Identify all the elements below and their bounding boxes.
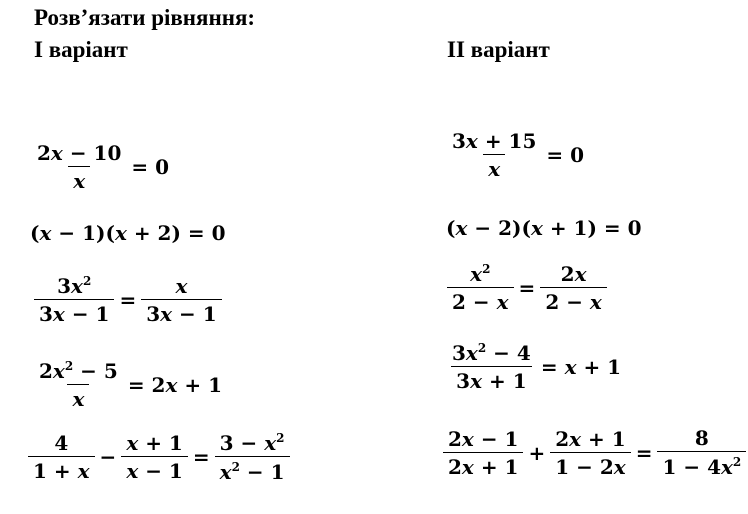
denominator: 2x + 1 [443, 452, 523, 477]
denominator: 3x − 1 [34, 299, 114, 324]
variant-2-label: ІІ варіант [447, 37, 550, 62]
v1-equation-2: (x − 1)(x + 2) = 0 [30, 221, 226, 245]
v1-equation-3 [32, 275, 224, 324]
v1-equation-5 [26, 432, 292, 482]
v2-equation-1 [445, 131, 587, 179]
fraction [447, 131, 541, 179]
page-title: Розв’язати рівняння: [34, 5, 256, 30]
numerator: 3x + 15 [452, 129, 537, 153]
fraction [443, 426, 523, 479]
denominator: 2 − x [447, 287, 514, 312]
numerator: 4 [54, 431, 69, 455]
numerator: 8 [694, 426, 709, 450]
v2-equation-3 [445, 263, 609, 312]
numerator: 2x + 1 [555, 426, 626, 451]
v1-equation-4 [32, 360, 225, 409]
fraction [28, 433, 95, 481]
equals-sign: = [192, 445, 210, 469]
fraction [540, 261, 607, 314]
numerator: 2x − 10 [37, 141, 122, 165]
fraction [215, 432, 290, 482]
numerator: x [175, 273, 188, 298]
fraction [550, 426, 630, 479]
denominator: 3x − 1 [141, 299, 221, 324]
numerator: $3x^2 - 4$ [452, 341, 531, 365]
numerator: $3x^2$ [57, 274, 92, 298]
variant-1-label: І варіант [34, 37, 128, 62]
numerator: 2x [560, 261, 587, 286]
v1-equation-1 [30, 143, 172, 191]
denominator: 2 − x [540, 287, 607, 312]
denominator: x [68, 166, 90, 191]
v2-equation-5 [441, 428, 748, 477]
fraction [32, 143, 126, 191]
numerator: $3 - x^2$ [219, 431, 285, 455]
plus-sign: + [528, 440, 546, 465]
equals-sign: = [635, 440, 653, 465]
v2-equation-2: (x − 2)(x + 1) = 0 [446, 216, 642, 240]
numerator: $2x^2 - 5$ [39, 359, 118, 383]
denominator: 3x + 1 [451, 366, 531, 391]
numerator: $x^2$ [470, 262, 491, 286]
denominator: x [483, 154, 505, 179]
minus-sign: − [99, 445, 117, 469]
fraction [34, 275, 114, 324]
v2-equation-4 [445, 342, 624, 391]
rhs: = 2x + 1 [127, 372, 223, 397]
denominator: x − 1 [121, 456, 188, 481]
denominator: 1 + x [28, 456, 95, 481]
rhs: = 0 [131, 155, 170, 179]
numerator: 2x − 1 [448, 426, 519, 451]
fraction [141, 273, 221, 326]
fraction [447, 263, 514, 312]
denominator: 1 − 2x [550, 452, 630, 477]
equals-sign: = [119, 287, 137, 312]
fraction [34, 360, 123, 409]
denominator: $1 - 4x^2$ [657, 451, 746, 477]
equals-sign: = [518, 275, 536, 300]
rhs: = 0 [546, 143, 585, 167]
denominator: $x^2 - 1$ [215, 456, 290, 482]
fraction [121, 433, 188, 481]
fraction [657, 428, 746, 477]
denominator: x [67, 384, 89, 409]
numerator: x + 1 [126, 431, 183, 455]
fraction [447, 342, 536, 391]
rhs: = x + 1 [540, 354, 622, 379]
